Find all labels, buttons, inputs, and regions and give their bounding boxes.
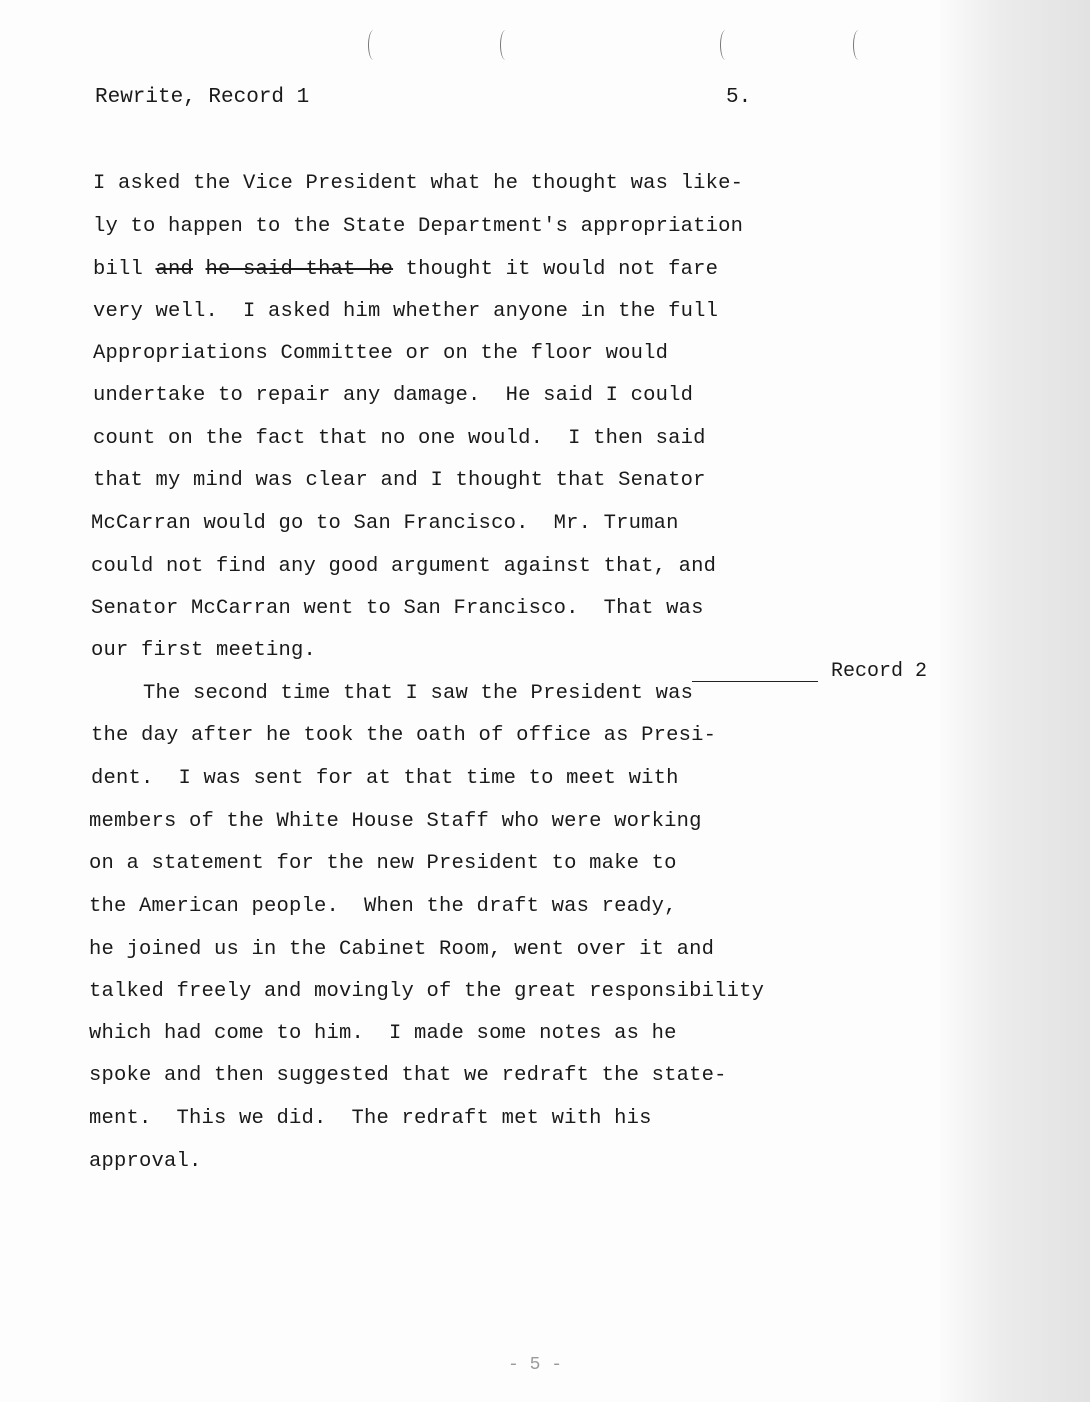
struck-text: he said that he bbox=[205, 258, 394, 281]
text-line: Senator McCarran went to San Francisco. That was bbox=[91, 597, 704, 620]
punch-hole-mark bbox=[368, 30, 379, 60]
text-line: the American people. When the draft was ready, bbox=[89, 895, 677, 918]
text-line: I asked the Vice President what he thought was like- bbox=[93, 172, 744, 195]
text-line: could not find any good argument against that, and bbox=[91, 555, 717, 578]
text-line: Appropriations Committee or on the floor would bbox=[93, 342, 669, 365]
text-line-with-strikethrough bbox=[93, 258, 718, 281]
margin-note-record-2: Record 2 bbox=[831, 660, 928, 683]
text-segment: thought it would not fare bbox=[393, 258, 719, 281]
text-line: The second time that I saw the President was bbox=[143, 682, 694, 705]
scan-edge-shadow bbox=[940, 0, 1090, 1402]
header-title: Rewrite, Record 1 bbox=[95, 86, 310, 109]
text-line: the day after he took the oath of office as Presi- bbox=[91, 724, 717, 747]
text-line: ment. This we did. The redraft met with his bbox=[89, 1107, 652, 1130]
text-line: approval. bbox=[89, 1150, 202, 1173]
margin-rule bbox=[692, 681, 818, 682]
footer-page-mark: - 5 - bbox=[508, 1355, 563, 1375]
text-line: McCarran would go to San Francisco. Mr. Truman bbox=[91, 512, 679, 535]
text-line: members of the White House Staff who were working bbox=[89, 810, 702, 833]
page-number: 5. bbox=[726, 86, 752, 109]
text-line: spoke and then suggested that we redraft the state- bbox=[89, 1064, 727, 1087]
text-segment bbox=[193, 258, 206, 281]
text-line: very well. I asked him whether anyone in the full bbox=[93, 300, 719, 323]
text-segment: bill bbox=[93, 258, 156, 281]
text-line: dent. I was sent for at that time to meet with bbox=[91, 767, 679, 790]
text-line: that my mind was clear and I thought that Senator bbox=[93, 469, 706, 492]
punch-hole-mark bbox=[853, 30, 864, 60]
struck-text: and bbox=[155, 258, 194, 281]
text-line: our first meeting. bbox=[91, 639, 317, 662]
text-line: undertake to repair any damage. He said I could bbox=[93, 384, 694, 407]
text-line: which had come to him. I made some notes as he bbox=[89, 1022, 677, 1045]
text-line: on a statement for the new President to make to bbox=[89, 852, 677, 875]
text-line: he joined us in the Cabinet Room, went over it and bbox=[89, 938, 715, 961]
text-line: count on the fact that no one would. I then said bbox=[93, 427, 706, 450]
text-line: talked freely and movingly of the great responsibility bbox=[89, 980, 765, 1003]
text-line: ly to happen to the State Department's appropriation bbox=[93, 215, 744, 238]
punch-hole-mark bbox=[500, 30, 511, 60]
punch-hole-mark bbox=[720, 30, 731, 60]
